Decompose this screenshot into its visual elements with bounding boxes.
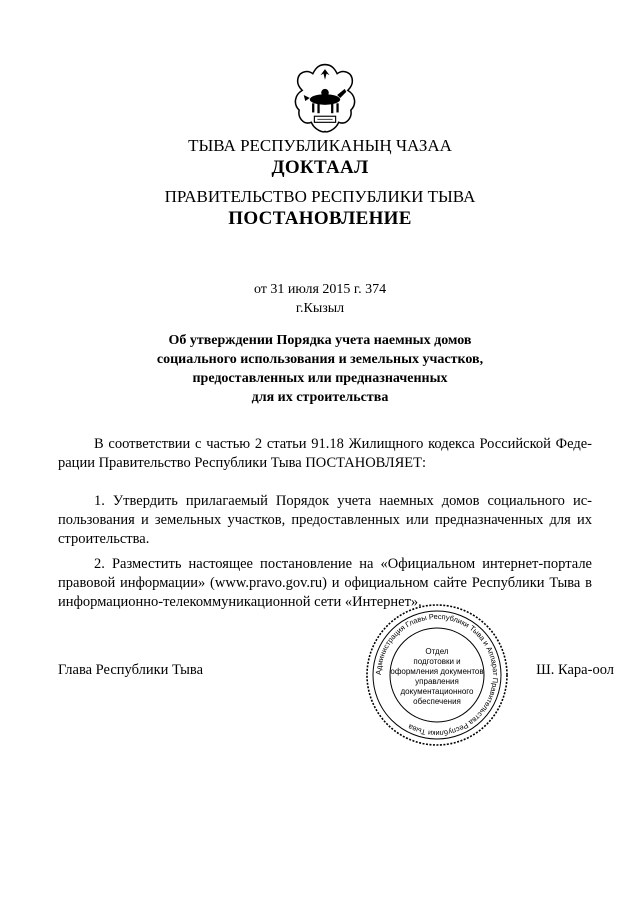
document-title-line: Об утверждении Порядка учета наемных домов xyxy=(168,333,472,348)
body-line: рации Правительство Республики Тыва ПОСТАНОВЛЯЕТ: xyxy=(58,455,427,471)
document-city: г.Кызыл xyxy=(295,301,345,316)
document-title-line: социального использования и земельных участков, xyxy=(156,352,484,367)
stamp-ring-text: Администрация Главы Республики Тыва и Аппарат Правительства Республики Тыва xyxy=(373,611,501,739)
clause-1-paragraph xyxy=(58,492,592,549)
header-decree: ПОСТАНОВЛЕНИЕ xyxy=(228,208,412,229)
header-government: ПРАВИТЕЛЬСТВО РЕСПУБЛИКИ ТЫВА xyxy=(164,187,476,206)
stamp-center-line: оформления документов xyxy=(390,667,484,676)
preamble-paragraph xyxy=(58,435,592,473)
official-stamp-icon xyxy=(362,600,512,750)
signatory-name: Ш. Кара-оол xyxy=(536,662,614,678)
document-title-line: предоставленных или предназначенных xyxy=(192,371,448,386)
stamp-center-line: Отдел xyxy=(425,647,449,656)
header-tuvan-government: ТЫВА РЕСПУБЛИКАНЫҢ ЧАЗАА xyxy=(188,136,452,155)
body-line: 1. Утвердить прилагаемый Порядок учета наемных домов социального ис- xyxy=(94,493,592,509)
body-line: 2. Разместить настоящее постановление на «Официальном интернет-портале xyxy=(94,556,592,572)
document-date-number: от 31 июля 2015 г. 374 xyxy=(253,282,387,297)
body-line: В соответствии с частью 2 статьи 91.18 Жилищного кодекса Российской Феде- xyxy=(94,436,592,452)
header-tuvan-decree: ДОКТААЛ xyxy=(271,157,369,178)
body-line: правовой информации» (www.pravo.gov.ru) и официальном сайте Республики Тыва в xyxy=(58,575,592,591)
stamp-center-line: обеспечения xyxy=(413,697,461,706)
body-line: информационно-телекоммуникационной сети «Интернет». xyxy=(58,594,422,610)
document-title-line: для их строительства xyxy=(251,390,389,405)
body-line: пользования и земельных участков, предоставленных или предназначенных для их xyxy=(58,512,592,528)
signatory-position: Глава Республики Тыва xyxy=(58,662,204,678)
body-line: строительства. xyxy=(58,531,150,547)
coat-of-arms-icon xyxy=(287,60,363,136)
stamp-center-line: подготовки и xyxy=(413,657,461,666)
stamp-center-line: документационного xyxy=(400,687,474,696)
stamp-center-line: управления xyxy=(415,677,459,686)
